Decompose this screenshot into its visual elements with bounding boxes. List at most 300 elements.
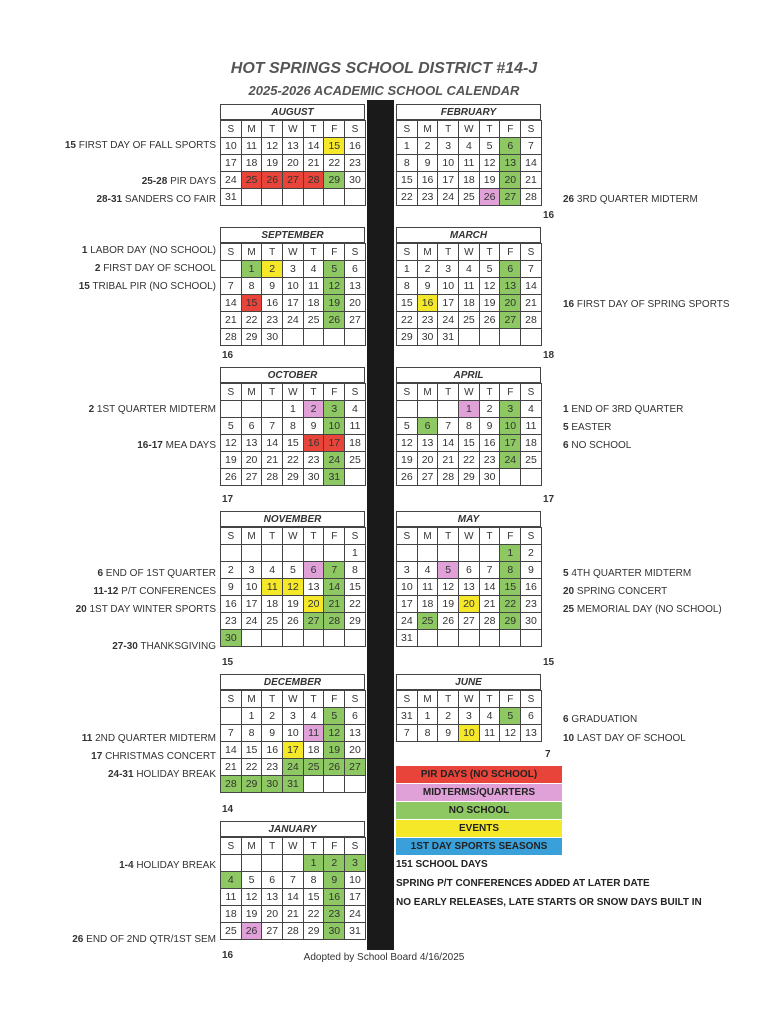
- day-cell: 20: [262, 906, 283, 923]
- day-cell: 18: [459, 172, 480, 189]
- day-cell: 7: [324, 562, 345, 579]
- day-cell: 26: [324, 759, 345, 776]
- day-cell: 23: [303, 452, 324, 469]
- day-cell: 7: [221, 278, 242, 295]
- empty-cell: [479, 329, 500, 346]
- month-title: DECEMBER: [220, 674, 365, 690]
- day-cell: 15: [241, 742, 262, 759]
- day-cell: 14: [479, 579, 500, 596]
- day-cell: 5: [324, 708, 345, 725]
- day-cell: 27: [500, 312, 521, 329]
- note-date: 26: [563, 194, 575, 205]
- week-row: [397, 469, 542, 486]
- day-cell: 21: [324, 596, 345, 613]
- month-november: [220, 511, 365, 647]
- day-cell: 16: [221, 596, 242, 613]
- empty-cell: [324, 545, 345, 562]
- day-cell: 28: [521, 189, 542, 206]
- month-grid: [396, 120, 542, 206]
- month-grid: [220, 527, 366, 647]
- week-row: [397, 155, 542, 172]
- day-cell: 22: [459, 452, 480, 469]
- month-march: [396, 227, 541, 346]
- week-row: [221, 469, 366, 486]
- legend-pir-days: PIR DAYS (NO SCHOOL): [396, 766, 562, 783]
- day-cell: 11: [459, 278, 480, 295]
- adoption-footer: Adopted by School Board 4/16/2025: [303, 952, 465, 963]
- day-cell: 16: [417, 172, 438, 189]
- day-cell: 6: [521, 708, 542, 725]
- day-cell: 31: [283, 776, 304, 793]
- note-text: FIRST DAY OF SCHOOL: [103, 263, 216, 274]
- day-cell: 6: [241, 418, 262, 435]
- day-cell: 19: [397, 452, 418, 469]
- day-cell: 9: [438, 725, 459, 742]
- empty-cell: [221, 545, 242, 562]
- day-cell: 29: [500, 613, 521, 630]
- empty-cell: [459, 630, 480, 647]
- calendar-subtitle: 2025-2026 ACADEMIC SCHOOL CALENDAR: [248, 83, 520, 98]
- empty-cell: [303, 776, 324, 793]
- note-text: 2ND QUARTER MIDTERM: [95, 733, 216, 744]
- weekday-header: S: [345, 691, 366, 708]
- day-cell: 3: [438, 261, 459, 278]
- day-cell: 29: [397, 329, 418, 346]
- month-grid: [396, 690, 542, 742]
- day-cell: 29: [241, 776, 262, 793]
- day-cell: 27: [303, 613, 324, 630]
- weekday-header: T: [262, 384, 283, 401]
- month-grid: [220, 243, 366, 346]
- day-cell: 31: [324, 469, 345, 486]
- day-cell: 27: [241, 469, 262, 486]
- right-note: [563, 440, 631, 451]
- day-cell: 17: [324, 435, 345, 452]
- weekday-header: W: [283, 528, 304, 545]
- note-text: END OF 2ND QTR/1ST SEM: [86, 934, 216, 945]
- day-cell: 23: [262, 312, 283, 329]
- day-cell: 16: [262, 295, 283, 312]
- legend-midterms-quarters: MIDTERMS/QUARTERS: [396, 784, 562, 801]
- weekday-header: S: [345, 384, 366, 401]
- day-cell: 7: [397, 725, 418, 742]
- day-cell: 22: [303, 906, 324, 923]
- note-text: NO SCHOOL: [571, 440, 632, 451]
- weekday-header: F: [324, 528, 345, 545]
- weekday-header: S: [521, 121, 542, 138]
- left-note: [97, 568, 216, 579]
- right-note: [563, 194, 698, 205]
- day-cell: 21: [283, 906, 304, 923]
- day-cell: 6: [500, 138, 521, 155]
- day-cell: 6: [345, 708, 366, 725]
- empty-cell: [283, 189, 304, 206]
- week-row: [221, 312, 366, 329]
- empty-cell: [345, 329, 366, 346]
- left-note: [82, 245, 216, 256]
- weekday-header: S: [345, 244, 366, 261]
- day-cell: 12: [500, 725, 521, 742]
- day-cell: 1: [459, 401, 480, 418]
- empty-cell: [221, 855, 242, 872]
- day-cell: 12: [262, 138, 283, 155]
- note-date: 5: [563, 568, 569, 579]
- day-cell: 5: [479, 261, 500, 278]
- day-cell: 30: [417, 329, 438, 346]
- day-cell: 12: [479, 278, 500, 295]
- day-cell: 30: [221, 630, 242, 647]
- note-date: 25: [563, 604, 575, 615]
- day-cell: 27: [417, 469, 438, 486]
- note-date: 24-31: [107, 769, 134, 780]
- weekday-header: M: [417, 528, 438, 545]
- weekday-header: W: [459, 691, 480, 708]
- day-cell: 15: [345, 579, 366, 596]
- note-date: 16: [563, 299, 575, 310]
- day-cell: 15: [324, 138, 345, 155]
- weekday-header: M: [241, 121, 262, 138]
- week-row: [397, 312, 542, 329]
- month-title: SEPTEMBER: [220, 227, 365, 243]
- empty-cell: [262, 189, 283, 206]
- day-cell: 2: [438, 708, 459, 725]
- day-cell: 10: [283, 725, 304, 742]
- weekday-header: W: [283, 121, 304, 138]
- week-row: [397, 708, 542, 725]
- day-cell: 24: [397, 613, 418, 630]
- weekday-header: M: [417, 691, 438, 708]
- week-row: [221, 562, 366, 579]
- empty-cell: [241, 630, 262, 647]
- note-date: 16-17: [137, 440, 163, 451]
- weekday-header: M: [417, 121, 438, 138]
- day-cell: 10: [241, 579, 262, 596]
- week-row: [397, 435, 542, 452]
- month-april: [396, 367, 541, 486]
- day-cell: 9: [417, 278, 438, 295]
- day-cell: 5: [438, 562, 459, 579]
- day-cell: 3: [324, 401, 345, 418]
- left-note: [72, 934, 216, 945]
- day-cell: 24: [438, 312, 459, 329]
- note-text: 1ST QUARTER MIDTERM: [96, 404, 216, 415]
- week-row: [221, 418, 366, 435]
- weekday-header: M: [417, 384, 438, 401]
- weekday-header: S: [521, 691, 542, 708]
- day-cell: 9: [262, 725, 283, 742]
- day-cell: 26: [479, 189, 500, 206]
- day-cell: 4: [479, 708, 500, 725]
- day-cell: 20: [241, 452, 262, 469]
- weekday-header: M: [241, 528, 262, 545]
- day-cell: 1: [500, 545, 521, 562]
- note-date: 20: [75, 604, 87, 615]
- week-row: [221, 872, 366, 889]
- day-cell: 12: [283, 579, 304, 596]
- day-cell: 14: [324, 579, 345, 596]
- month-title: JUNE: [396, 674, 541, 690]
- day-cell: 31: [397, 630, 418, 647]
- day-cell: 22: [345, 596, 366, 613]
- day-cell: 10: [324, 418, 345, 435]
- day-cell: 24: [241, 613, 262, 630]
- day-cell: 11: [521, 418, 542, 435]
- day-cell: 27: [500, 189, 521, 206]
- day-cell: 17: [283, 742, 304, 759]
- day-cell: 8: [500, 562, 521, 579]
- day-cell: 14: [283, 889, 304, 906]
- legend-events: EVENTS: [396, 820, 562, 837]
- empty-cell: [262, 630, 283, 647]
- day-cell: 9: [479, 418, 500, 435]
- weekday-header: W: [283, 384, 304, 401]
- day-cell: 17: [241, 596, 262, 613]
- day-cell: 19: [479, 172, 500, 189]
- day-cell: 16: [324, 889, 345, 906]
- month-june: [396, 674, 541, 742]
- weekday-header: F: [324, 384, 345, 401]
- day-cell: 5: [283, 562, 304, 579]
- day-cell: 21: [221, 759, 242, 776]
- day-cell: 2: [417, 261, 438, 278]
- weekday-header: S: [397, 121, 418, 138]
- day-cell: 9: [303, 418, 324, 435]
- day-cell: 29: [241, 329, 262, 346]
- week-row: [221, 906, 366, 923]
- left-note: [93, 586, 216, 597]
- legend-no-school: NO SCHOOL: [396, 802, 562, 819]
- week-row: [221, 742, 366, 759]
- day-cell: 27: [345, 312, 366, 329]
- day-cell: 24: [221, 172, 242, 189]
- day-cell: 29: [303, 923, 324, 940]
- day-cell: 4: [345, 401, 366, 418]
- left-note: [89, 404, 216, 415]
- weekday-header: F: [500, 691, 521, 708]
- day-cell: 25: [221, 923, 242, 940]
- day-cell: 8: [241, 725, 262, 742]
- weekday-header: S: [397, 691, 418, 708]
- month-february: [396, 104, 541, 206]
- day-cell: 10: [438, 278, 459, 295]
- day-cell: 21: [438, 452, 459, 469]
- weekday-header: W: [459, 384, 480, 401]
- right-note: [563, 733, 686, 744]
- weekday-header: T: [303, 691, 324, 708]
- weekday-header: W: [459, 121, 480, 138]
- day-cell: 8: [459, 418, 480, 435]
- day-cell: 22: [397, 189, 418, 206]
- week-row: [221, 138, 366, 155]
- week-row: [221, 155, 366, 172]
- day-cell: 18: [262, 596, 283, 613]
- day-cell: 12: [221, 435, 242, 452]
- day-cell: 28: [479, 613, 500, 630]
- day-cell: 15: [397, 172, 418, 189]
- day-cell: 14: [262, 435, 283, 452]
- day-cell: 24: [500, 452, 521, 469]
- day-cell: 7: [521, 261, 542, 278]
- week-row: [397, 418, 542, 435]
- day-cell: 11: [262, 579, 283, 596]
- day-cell: 11: [459, 155, 480, 172]
- day-cell: 25: [241, 172, 262, 189]
- empty-cell: [500, 469, 521, 486]
- day-count-june: 7: [545, 749, 551, 760]
- month-title: AUGUST: [220, 104, 365, 120]
- weekday-header: M: [417, 244, 438, 261]
- day-cell: 30: [262, 776, 283, 793]
- left-note: [82, 733, 216, 744]
- day-cell: 20: [345, 295, 366, 312]
- weekday-header: T: [438, 384, 459, 401]
- month-title: NOVEMBER: [220, 511, 365, 527]
- week-row: [221, 855, 366, 872]
- weekday-header: S: [521, 384, 542, 401]
- day-cell: 5: [500, 708, 521, 725]
- week-row: [397, 329, 542, 346]
- week-row: [397, 172, 542, 189]
- day-cell: 30: [324, 923, 345, 940]
- day-cell: 19: [221, 452, 242, 469]
- day-cell: 17: [283, 295, 304, 312]
- day-cell: 1: [303, 855, 324, 872]
- day-cell: 30: [479, 469, 500, 486]
- day-cell: 5: [479, 138, 500, 155]
- weekday-header: S: [397, 528, 418, 545]
- right-note: [563, 586, 667, 597]
- week-row: [397, 189, 542, 206]
- district-title: HOT SPRINGS SCHOOL DISTRICT #14-J: [230, 60, 538, 77]
- empty-cell: [262, 855, 283, 872]
- note-date: 10: [563, 733, 575, 744]
- day-cell: 2: [221, 562, 242, 579]
- weekday-header: W: [459, 244, 480, 261]
- note-date: 15: [78, 281, 90, 292]
- empty-cell: [221, 261, 242, 278]
- day-cell: 14: [221, 742, 242, 759]
- day-cell: 24: [283, 312, 304, 329]
- day-cell: 12: [324, 278, 345, 295]
- day-cell: 7: [438, 418, 459, 435]
- day-cell: 21: [479, 596, 500, 613]
- month-title: APRIL: [396, 367, 541, 383]
- week-row: [221, 261, 366, 278]
- empty-cell: [324, 189, 345, 206]
- right-note: [563, 714, 637, 725]
- note-text: GRADUATION: [571, 714, 638, 725]
- day-cell: 25: [459, 312, 480, 329]
- day-cell: 17: [221, 155, 242, 172]
- day-cell: 28: [324, 613, 345, 630]
- left-note: [91, 751, 216, 762]
- day-cell: 25: [345, 452, 366, 469]
- weekday-header: F: [500, 528, 521, 545]
- day-cell: 28: [262, 469, 283, 486]
- month-december: [220, 674, 365, 793]
- day-cell: 2: [521, 545, 542, 562]
- note-date: 28-31: [96, 194, 123, 205]
- week-row: [397, 452, 542, 469]
- weekday-header: M: [241, 838, 262, 855]
- month-grid: [396, 243, 542, 346]
- note-date: 27-30: [112, 641, 138, 652]
- weekday-header: W: [283, 838, 304, 855]
- month-grid: [396, 527, 542, 647]
- day-cell: 26: [324, 312, 345, 329]
- day-cell: 24: [345, 906, 366, 923]
- day-cell: 25: [303, 312, 324, 329]
- day-count-march: 18: [543, 350, 555, 361]
- week-row: [397, 562, 542, 579]
- day-count-december: 14: [222, 804, 234, 815]
- day-cell: 14: [221, 295, 242, 312]
- empty-cell: [262, 401, 283, 418]
- note-date: 25-28: [141, 176, 168, 187]
- day-cell: 22: [241, 759, 262, 776]
- day-cell: 30: [521, 613, 542, 630]
- week-row: [221, 295, 366, 312]
- day-cell: 22: [500, 596, 521, 613]
- day-cell: 19: [241, 906, 262, 923]
- week-row: [221, 630, 366, 647]
- weekday-header: W: [283, 691, 304, 708]
- day-cell: 20: [283, 155, 304, 172]
- day-cell: 7: [221, 725, 242, 742]
- day-cell: 10: [459, 725, 480, 742]
- note-text: 4TH QUARTER MIDTERM: [571, 568, 692, 579]
- day-cell: 10: [397, 579, 418, 596]
- day-cell: 27: [459, 613, 480, 630]
- weekday-header: F: [500, 244, 521, 261]
- week-row: [397, 596, 542, 613]
- week-row: [221, 189, 366, 206]
- day-cell: 10: [500, 418, 521, 435]
- left-note: [79, 281, 216, 292]
- day-cell: 18: [303, 295, 324, 312]
- empty-cell: [241, 401, 262, 418]
- day-cell: 13: [500, 278, 521, 295]
- week-row: [397, 401, 542, 418]
- week-row: [221, 889, 366, 906]
- school-days-total: 151 SCHOOL DAYS: [396, 859, 488, 870]
- day-cell: 16: [345, 138, 366, 155]
- conferences-note: SPRING P/T CONFERENCES ADDED AT LATER DATE: [396, 878, 650, 889]
- day-cell: 18: [417, 596, 438, 613]
- week-row: [221, 613, 366, 630]
- day-cell: 4: [459, 138, 480, 155]
- day-count-november: 15: [222, 657, 234, 668]
- day-count-april: 17: [543, 494, 555, 505]
- week-row: [221, 278, 366, 295]
- empty-cell: [479, 630, 500, 647]
- day-cell: 1: [417, 708, 438, 725]
- day-cell: 20: [500, 295, 521, 312]
- weekday-header: T: [303, 244, 324, 261]
- week-row: [221, 579, 366, 596]
- day-cell: 8: [397, 155, 418, 172]
- month-title: JANUARY: [220, 821, 365, 837]
- day-cell: 21: [221, 312, 242, 329]
- empty-cell: [221, 401, 242, 418]
- day-cell: 1: [241, 708, 262, 725]
- day-cell: 27: [262, 923, 283, 940]
- empty-cell: [521, 630, 542, 647]
- weekday-header: W: [283, 244, 304, 261]
- empty-cell: [438, 630, 459, 647]
- note-text: PIR DAYS: [170, 176, 216, 187]
- left-note: [65, 140, 216, 151]
